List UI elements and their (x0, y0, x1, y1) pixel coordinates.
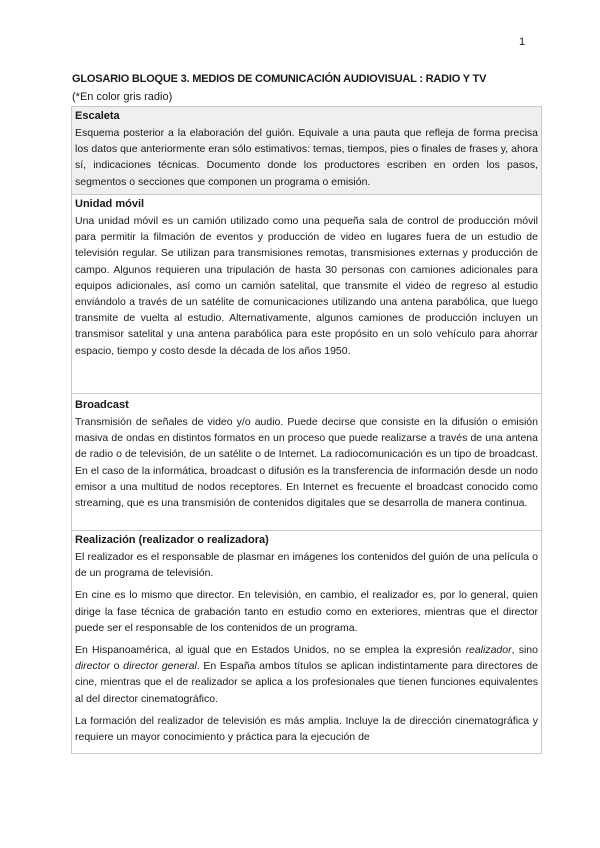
italic-term: director general (123, 660, 197, 673)
italic-term: realizador (465, 644, 512, 657)
definition-broadcast (75, 414, 538, 511)
definition-paragraph: Una unidad móvil es un camión utilizado como una pequeña sala de control de producción móvil para permitir la filmación de eventos y producción de video en lugares fuera de un estudio de televisión regular. Se utilizan para transmisiones remotas, transmisiones externas y producción de campo. Algunos requieren una tripulación de hasta 30 personas con camiones adicionales para equipos adicionales, así como un camión satelital, que transmite el video de regreso al estudio enviándolo a través de un satélite de comunicaciones utilizando una antena parabólica, que luego transmite de vuelta al estudio. Alternativamente, algunos camiones de producción incluyen un transmisor satelital y una antena parabólica para este propósito en un solo vehículo para ahorrar espacio, tiempo y costo desde la década de los años 1950. (75, 215, 538, 357)
definition-paragraph: La formación del realizador de televisión es más amplia. Incluye la de dirección cinematográfica y requiere un mayor conocimiento y práctica para la ejecución de (75, 714, 538, 744)
text-run: . En España ambos títulos se aplican indistintamente para directores de cine, mientras que el de realizador se aplica a los profesionales que tienen funciones equivalentes al del director cinematográfico. (75, 660, 538, 705)
glossary-entry-broadcast (72, 394, 541, 531)
text-run: En Hispanoamérica, al igual que en Estados Unidos, no se emplea la expresión (75, 644, 466, 657)
glossary-table (71, 106, 542, 754)
glossary-entry-escaleta (72, 107, 541, 195)
definition-paragraph: En cine es lo mismo que director. En televisión, en cambio, el realizador es, por lo general, quien dirige la fase técnica de grabación tanto en estudio como en exteriores, mientras que el director puede ser el responsable de los contenidos de un programa. (75, 589, 538, 634)
page-title: GLOSARIO BLOQUE 3. MEDIOS DE COMUNICACIÓN AUDIOVISUAL : RADIO Y TV (72, 73, 487, 85)
term-realizacion: Realización (realizador o realizadora) (75, 534, 269, 546)
italic-term: director (75, 660, 111, 673)
definition-paragraph: Esquema posterior a la elaboración del guión. Equivale a una pauta que refleja de forma precisa los datos que anteriormente eran sólo estimativos: temas, tiempos, pies o finales de frases y, ahora sí, indicaciones técnicas. Documento donde los productores escriben en orden los pasos, segmentos o secciones que componen un programa o emisión. (75, 127, 538, 188)
definition-unidad-movil (75, 213, 538, 359)
text-run: , sino (511, 644, 538, 657)
page-number: 1 (519, 36, 526, 48)
definition-paragraph: El realizador es el responsable de plasmar en imágenes los contenidos del guión de una película o de un programa de televisión. (75, 551, 538, 580)
definition-paragraph (75, 642, 538, 707)
term-escaleta: Escaleta (75, 110, 120, 122)
color-note: (*En color gris radio) (72, 91, 173, 103)
definition-escaleta (75, 125, 538, 190)
term-broadcast: Broadcast (75, 399, 129, 411)
definition-paragraph: Transmisión de señales de video y/o audio. Puede decirse que consiste en la difusión o emisión masiva de ondas en distintos formatos en un proceso que puede realizarse a través de una antena de radio o de televisión, de un satélite o de Internet. La radiocomunicación es un tipo de broadcast. En el caso de la informática, broadcast o difusión es la transferencia de información desde un nodo emisor a una multitud de nodos receptores. En Internet es frecuente el broadcast conocido como streaming, que es una transmisión de contenidos digitales que se desarrolla de manera continua. (75, 416, 538, 510)
term-unidad-movil: Unidad móvil (75, 198, 145, 210)
text-run: o (110, 660, 124, 673)
glossary-entry-realizacion (72, 531, 541, 754)
glossary-entry-unidad-movil (72, 195, 541, 394)
definition-realizacion (75, 549, 538, 745)
